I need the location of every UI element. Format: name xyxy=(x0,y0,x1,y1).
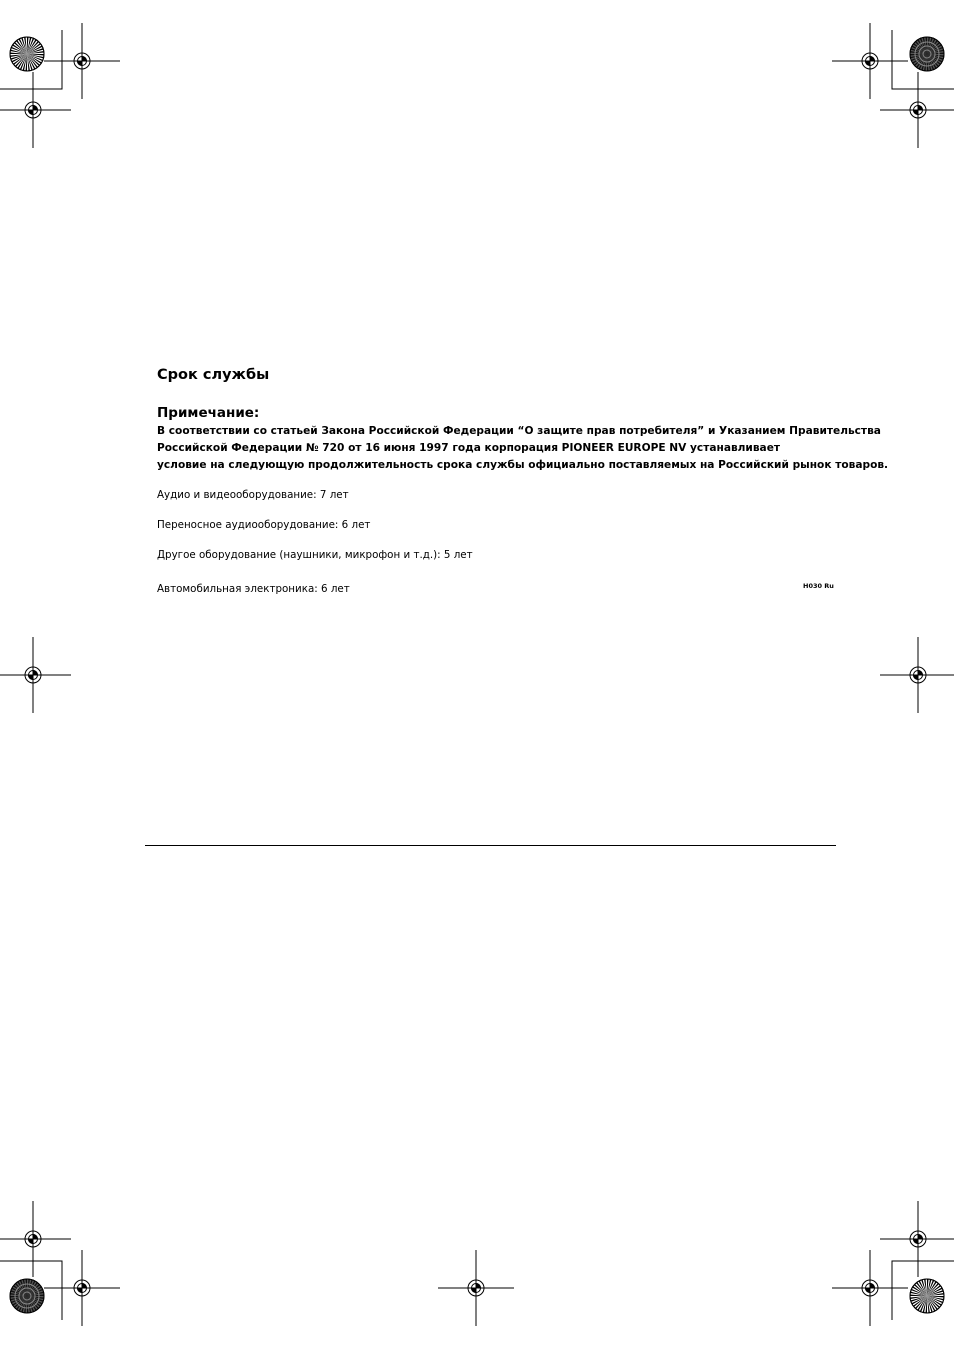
page-title: Срок службы xyxy=(157,367,270,383)
note-line: условие на следующую продолжительность срока службы официально поставляемых на Российский рынок товаров. xyxy=(157,459,889,471)
starburst-registration-icon xyxy=(10,1279,44,1313)
document-content xyxy=(157,366,889,595)
crosshair-registration-icon xyxy=(880,72,954,148)
crosshair-registration-icon xyxy=(880,637,954,713)
crosshair-registration-icon xyxy=(832,23,908,99)
starburst-registration-icon xyxy=(910,1279,944,1313)
starburst-registration-icon xyxy=(910,37,944,71)
service-life-item-other-equipment: Другое оборудование (наушники, микрофон и т.д.): 5 лет xyxy=(157,549,473,561)
horizontal-divider xyxy=(145,845,836,846)
crosshair-registration-icon xyxy=(44,23,120,99)
crosshair-registration-icon xyxy=(880,1201,954,1277)
note-line: Российской Федерации № 720 от 16 июня 1997 года корпорация PIONEER EUROPE NV устанавливает xyxy=(157,442,781,454)
note-heading: Примечание: xyxy=(157,405,260,421)
crosshair-registration-icon xyxy=(0,1201,71,1277)
crosshair-registration-icon xyxy=(0,637,71,713)
note-paragraph xyxy=(157,423,889,474)
starburst-registration-icon xyxy=(10,37,44,71)
service-life-item-car-electronics: Автомобильная электроника: 6 лет xyxy=(157,583,350,595)
service-life-item-audio-video: Аудио и видеооборудование: 7 лет xyxy=(157,489,349,501)
crosshair-registration-icon xyxy=(438,1250,514,1326)
note-line: В соответствии со статьей Закона Российской Федерации “О защите прав потребителя” и Указанием Правительства xyxy=(157,425,881,437)
service-life-item-portable-audio: Переносное аудиооборудование: 6 лет xyxy=(157,519,371,531)
document-code: H030 Ru xyxy=(803,582,834,590)
crosshair-registration-icon xyxy=(0,72,71,148)
